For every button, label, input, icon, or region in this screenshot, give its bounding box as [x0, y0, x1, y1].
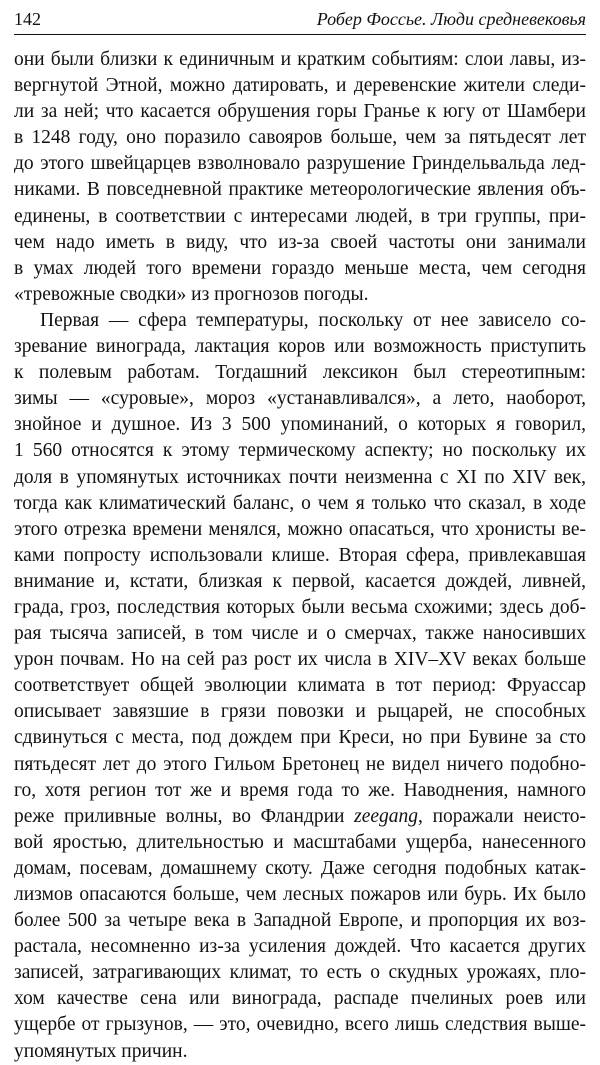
text-line: сдвинуться с места, под дождем при Креси, но при Бувине за сто — [14, 727, 586, 749]
text-line: града, гроз, последствия которых были весьма схожими; здесь доб- — [14, 596, 586, 618]
text-line: в умах людей того времени гораздо меньше места, чем сегодня — [14, 257, 586, 279]
text-line: 1 560 относятся к этому термическому аспекту; но поскольку их — [14, 440, 586, 462]
paragraph — [14, 47, 586, 308]
text-line: соответствует общей эволюции климата в тот период: Фруассар — [14, 675, 586, 697]
text-line: вергнутой Этной, можно датировать, и деревенские жители следи- — [14, 75, 586, 97]
text-line: внимание и, кстати, близкая к первой, касается дождей, ливней, — [14, 570, 586, 592]
text-line: хом качестве сена или винограда, распаде пчелиных роев или — [14, 988, 586, 1010]
text-line: Первая — сфера температуры, поскольку от нее зависело со- — [40, 309, 586, 331]
text-line: рая тысяча записей, в том числе и о смерчах, также наносивших — [14, 623, 586, 645]
text-line: доля в упомянутых источниках почти неизменна с XI по XIV век, — [14, 466, 586, 488]
text-line: зревание винограда, лактация коров или возможность приступить — [14, 336, 586, 358]
text-line: единены, в соответствии с интересами людей, в три группы, при- — [14, 205, 586, 227]
text-line: урон почвам. Но на сей раз рост их числа в XIV–XV веках больше — [14, 649, 586, 671]
text-line: записей, затрагивающих климат, то есть о скудных урожаях, пло- — [14, 962, 586, 984]
page-header — [14, 8, 586, 35]
text-line: в 1248 году, оно поразило савояров больше, чем за пятьдесят лет — [14, 127, 586, 149]
text-line: пятьдесят лет до этого Гильом Бретонец не видел ничего подобно- — [14, 753, 586, 775]
text-line: зимы — «суровые», мороз «устанавливался», а лето, наоборот, — [14, 388, 586, 410]
text-line: реже приливные волны, во Фландрии zeegang, поражали неисто- — [14, 805, 587, 827]
page-number: 142 — [14, 9, 41, 29]
text-line: упомянутых причин. — [14, 1040, 188, 1062]
text-line: этого отрезка времени менялся, можно опасаться, что хронисты ве- — [14, 518, 586, 540]
text-line: ками попросту использовали клише. Вторая сфера, привлекавшая — [14, 544, 586, 566]
text-line: «тревожные сводки» из прогнозов погоды. — [14, 283, 369, 305]
text-line: чем надо иметь в виду, что из-за своей частоты они занимали — [14, 231, 586, 253]
text-line: вой яростью, длительностью и масштабами ущерба, нанесенного — [14, 831, 586, 853]
text-line: знойное и душное. Из 3 500 упоминаний, о которых я говорил, — [14, 414, 586, 436]
text-line: тогда как климатический баланс, о чем я только что сказал, в ходе — [14, 492, 586, 514]
text-line: никами. В повседневной практике метеорологические явления объ- — [14, 179, 586, 201]
italic-term: zeegang — [354, 805, 419, 827]
text-line: более 500 за четыре века в Западной Европе, и пропорция их воз- — [14, 910, 586, 932]
paragraph — [14, 308, 586, 1065]
text-line: они были близки к единичным и кратким событиям: слои лавы, из- — [14, 49, 586, 70]
text-line: до этого швейцарцев взволновало разрушение Гриндельвальда лед- — [14, 153, 586, 175]
text-line: ли за ней; что касается обрушения горы Гранье к югу от Шамбери — [14, 101, 586, 123]
text-line: к полевым работам. Тогдашний лексикон был стереотипным: — [14, 362, 586, 384]
text-line: лизмов опасаются больше, чем лесных пожаров или бурь. Их было — [14, 884, 586, 905]
running-title: Робер Фоссье. Люди средневековья — [316, 9, 586, 29]
text-line: растала, несомненно из-за усиления дождей. Что касается других — [14, 936, 586, 958]
text-line: домам, посевам, домашнему скоту. Даже сегодня подобных катак- — [14, 857, 586, 879]
body-text — [14, 47, 586, 1065]
text-line: ущербе от грызунов, — это, очевидно, всего лишь следствия выше- — [14, 1014, 586, 1036]
text-line: го, хотя регион тот же и время года то же. Наводнения, намного — [14, 779, 586, 801]
text-line: описывает завязшие в грязи повозки и рыцарей, не способных — [14, 701, 586, 723]
